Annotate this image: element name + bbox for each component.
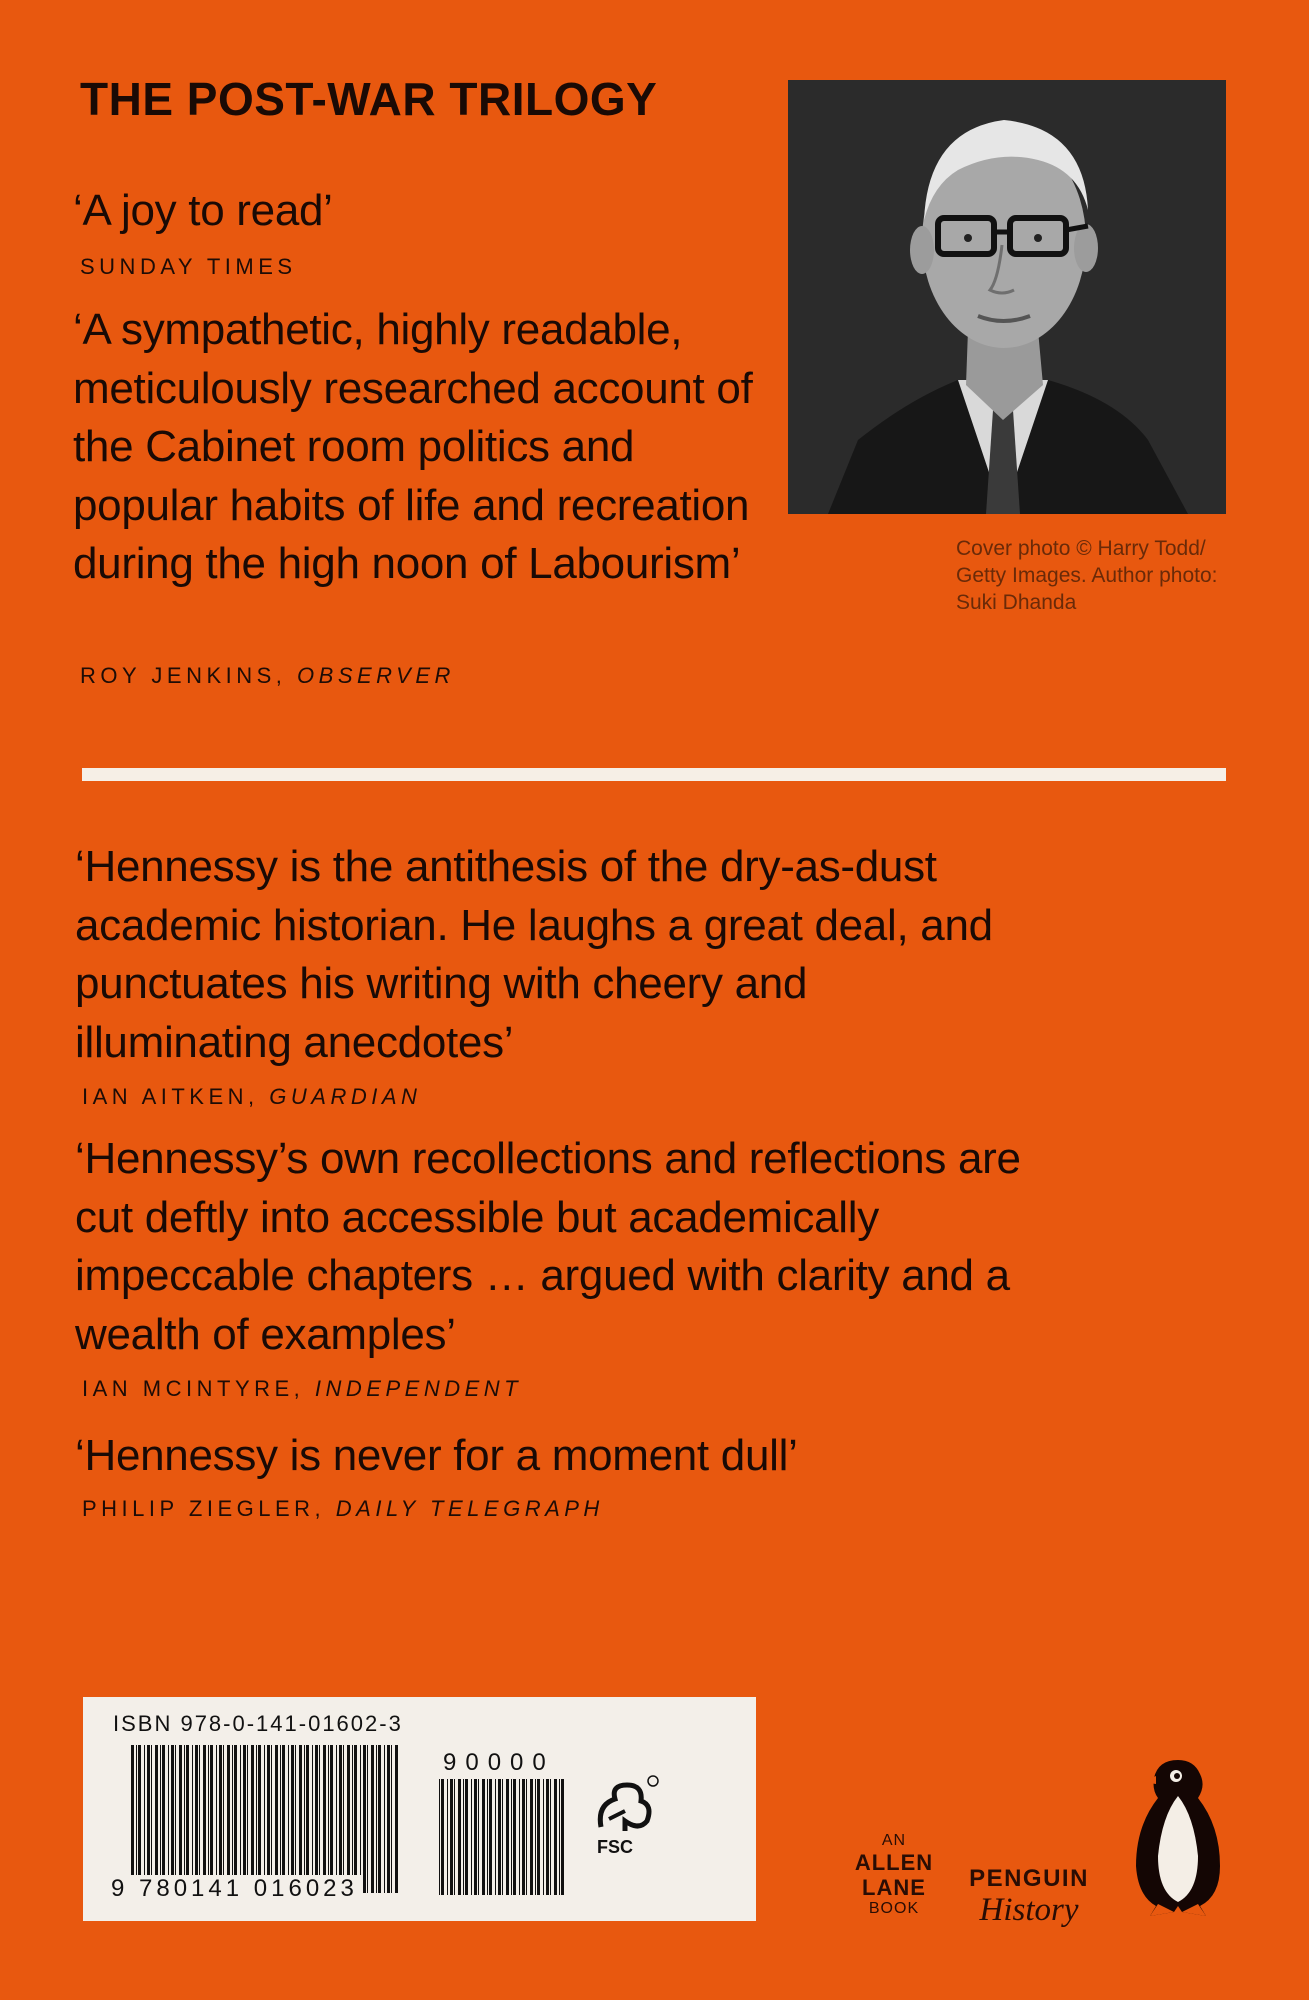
barcode-bar bbox=[168, 1745, 169, 1893]
quote-attribution bbox=[82, 1084, 421, 1110]
barcode-bar bbox=[478, 1779, 479, 1895]
isbn-barcode bbox=[131, 1745, 411, 1895]
barcode-bar bbox=[138, 1745, 141, 1893]
imprint-an: AN bbox=[881, 1832, 907, 1849]
quote-text: ‘A sympathetic, highly readable, meticulously researched account of the Cabinet room politics and popular habits of life and recreation during the high noon of Labourism’ bbox=[73, 305, 753, 588]
barcode-bar bbox=[343, 1745, 344, 1893]
barcode-bar bbox=[559, 1779, 560, 1895]
divider bbox=[82, 768, 1226, 781]
barcode-bar bbox=[179, 1745, 182, 1893]
penguin-icon bbox=[1128, 1756, 1228, 1920]
barcode-bar bbox=[363, 1745, 366, 1893]
barcode-bar bbox=[147, 1745, 150, 1893]
quote-text: ‘A joy to read’ bbox=[73, 186, 333, 235]
barcode-bar bbox=[323, 1745, 326, 1893]
imprint-allen: ALLEN bbox=[854, 1850, 934, 1875]
price-barcode bbox=[439, 1779, 569, 1897]
barcode-bar bbox=[256, 1745, 257, 1893]
barcode-bar bbox=[227, 1745, 230, 1893]
barcode-bar bbox=[489, 1779, 492, 1895]
barcode-bar bbox=[282, 1745, 285, 1893]
isbn-digits: 9 780141 016023 bbox=[107, 1875, 362, 1903]
barcode-bar bbox=[288, 1745, 289, 1893]
barcode-bar bbox=[458, 1779, 461, 1895]
barcode-bar bbox=[339, 1745, 342, 1893]
barcode-bar bbox=[447, 1779, 448, 1895]
barcode-bar bbox=[360, 1745, 361, 1893]
photo-credit: Cover photo © Harry Todd/ Getty Images. Author photo: Suki Dhanda bbox=[956, 537, 1218, 614]
barcode-bar bbox=[522, 1779, 525, 1895]
barcode-bar bbox=[454, 1779, 455, 1895]
barcode-bar bbox=[506, 1779, 509, 1895]
barcode-bar bbox=[251, 1745, 254, 1893]
barcode-bar bbox=[378, 1745, 381, 1893]
barcode-bar bbox=[387, 1745, 390, 1893]
barcode-bar bbox=[347, 1745, 350, 1893]
barcode-bar bbox=[550, 1779, 551, 1895]
barcode-bar bbox=[131, 1745, 134, 1893]
attribution-publication: OBSERVER bbox=[297, 663, 455, 688]
barcode-bar bbox=[240, 1745, 241, 1893]
barcode-bar bbox=[328, 1745, 329, 1893]
barcode-bar bbox=[330, 1745, 333, 1893]
barcode-bar bbox=[367, 1745, 368, 1893]
barcode-bar bbox=[546, 1779, 549, 1895]
barcode-bar bbox=[336, 1745, 337, 1893]
barcode-bar bbox=[267, 1745, 270, 1893]
barcode-bar bbox=[543, 1779, 544, 1895]
barcode-bar bbox=[162, 1745, 165, 1893]
barcode-bar bbox=[474, 1779, 477, 1895]
quote-attribution bbox=[80, 663, 455, 689]
barcode-bar bbox=[554, 1779, 557, 1895]
barcode-bar bbox=[450, 1779, 453, 1895]
barcode-bar bbox=[195, 1745, 198, 1893]
price-code: 90000 bbox=[443, 1749, 555, 1776]
barcode-bar bbox=[232, 1745, 233, 1893]
quote-attribution bbox=[80, 254, 297, 280]
barcode-bar bbox=[243, 1745, 246, 1893]
barcode-bar bbox=[192, 1745, 193, 1893]
barcode-bar bbox=[526, 1779, 527, 1895]
barcode-bar bbox=[352, 1745, 353, 1893]
fsc-tree-icon bbox=[589, 1775, 659, 1835]
series-title: THE POST-WAR TRILOGY bbox=[80, 73, 658, 125]
barcode-bar bbox=[136, 1745, 137, 1893]
barcode-bar bbox=[391, 1745, 392, 1893]
imprint-book: BOOK bbox=[868, 1900, 920, 1917]
attribution-source: IAN MCINTYRE, bbox=[82, 1376, 315, 1401]
attribution-source: PHILIP ZIEGLER, bbox=[82, 1496, 336, 1521]
barcode-bar bbox=[210, 1745, 213, 1893]
barcode-bar bbox=[247, 1745, 248, 1893]
barcode-bar bbox=[151, 1745, 152, 1893]
barcode-bar bbox=[395, 1745, 398, 1893]
barcode-bar bbox=[271, 1745, 272, 1893]
series-logo-penguin: PENGUIN bbox=[969, 1865, 1089, 1892]
barcode-bar bbox=[264, 1745, 265, 1893]
attribution-publication: DAILY TELEGRAPH bbox=[335, 1496, 604, 1521]
barcode-bar bbox=[482, 1779, 485, 1895]
series-logo-history: History bbox=[979, 1892, 1079, 1928]
barcode-bar bbox=[471, 1779, 472, 1895]
isbn-label: ISBN 978-0-141-01602-3 bbox=[113, 1711, 403, 1736]
quote-attribution bbox=[82, 1376, 522, 1402]
barcode-bar bbox=[465, 1779, 468, 1895]
fsc-label: FSC bbox=[597, 1837, 633, 1857]
barcode-bar bbox=[463, 1779, 464, 1895]
barcode-bar bbox=[175, 1745, 176, 1893]
barcode-bar bbox=[295, 1745, 296, 1893]
barcode-bar bbox=[319, 1745, 320, 1893]
barcode-bar bbox=[299, 1745, 302, 1893]
author-photo bbox=[788, 80, 1226, 514]
barcode-bar bbox=[186, 1745, 189, 1893]
barcode-bar bbox=[184, 1745, 185, 1893]
barcode-bar bbox=[280, 1745, 281, 1893]
barcode-bar bbox=[371, 1745, 374, 1893]
barcode-bar bbox=[441, 1779, 444, 1895]
barcode-bar bbox=[537, 1779, 540, 1895]
attribution-source: IAN AITKEN, bbox=[82, 1084, 270, 1109]
quote-text: ‘Hennessy’s own recollections and reflections are cut deftly into accessible but academically impeccable chapters … argued with clarity and a wealth of examples’ bbox=[75, 1134, 1021, 1359]
barcode-bar bbox=[171, 1745, 174, 1893]
barcode-bar bbox=[535, 1779, 536, 1895]
barcode-bar bbox=[511, 1779, 512, 1895]
barcode-bar bbox=[439, 1779, 440, 1895]
barcode-bar bbox=[312, 1745, 313, 1893]
barcode-bar bbox=[291, 1745, 294, 1893]
barcode-bar bbox=[160, 1745, 161, 1893]
barcode-bar bbox=[519, 1779, 520, 1895]
barcode-bar bbox=[155, 1745, 158, 1893]
barcode-bar bbox=[502, 1779, 503, 1895]
barcode-bar bbox=[258, 1745, 261, 1893]
barcode-bar bbox=[498, 1779, 501, 1895]
attribution-publication: INDEPENDENT bbox=[314, 1376, 523, 1401]
barcode-bar bbox=[203, 1745, 206, 1893]
attribution-source: ROY JENKINS, bbox=[80, 663, 298, 688]
barcode-bar bbox=[561, 1779, 564, 1895]
barcode-panel bbox=[83, 1697, 756, 1921]
penguin-history-logo bbox=[962, 1865, 1096, 1927]
barcode-bar bbox=[208, 1745, 209, 1893]
allen-lane-logo bbox=[850, 1832, 938, 1918]
quote-text: ‘Hennessy is never for a moment dull’ bbox=[75, 1431, 798, 1480]
attribution-publication: GUARDIAN bbox=[269, 1084, 422, 1109]
attribution-source: SUNDAY TIMES bbox=[80, 254, 297, 279]
barcode-bar bbox=[304, 1745, 305, 1893]
barcode-bar bbox=[376, 1745, 377, 1893]
barcode-bar bbox=[384, 1745, 385, 1893]
quote-attribution bbox=[82, 1496, 604, 1522]
barcode-bar bbox=[530, 1779, 533, 1895]
barcode-bar bbox=[513, 1779, 516, 1895]
barcode-bar bbox=[495, 1779, 496, 1895]
barcode-bar bbox=[216, 1745, 217, 1893]
barcode-bar bbox=[234, 1745, 237, 1893]
barcode-bar bbox=[199, 1745, 200, 1893]
quote-text: ‘Hennessy is the antithesis of the dry-as-dust academic historian. He laughs a great deal, and punctuates his writing with cheery and illuminating anecdotes’ bbox=[75, 842, 993, 1067]
barcode-bar bbox=[219, 1745, 222, 1893]
barcode-bar bbox=[275, 1745, 278, 1893]
barcode-bar bbox=[306, 1745, 309, 1893]
barcode-bar bbox=[487, 1779, 488, 1895]
barcode-bar bbox=[144, 1745, 145, 1893]
barcode-bar bbox=[315, 1745, 318, 1893]
barcode-bar bbox=[354, 1745, 357, 1893]
barcode-bar bbox=[223, 1745, 224, 1893]
imprint-lane: LANE bbox=[862, 1875, 926, 1900]
